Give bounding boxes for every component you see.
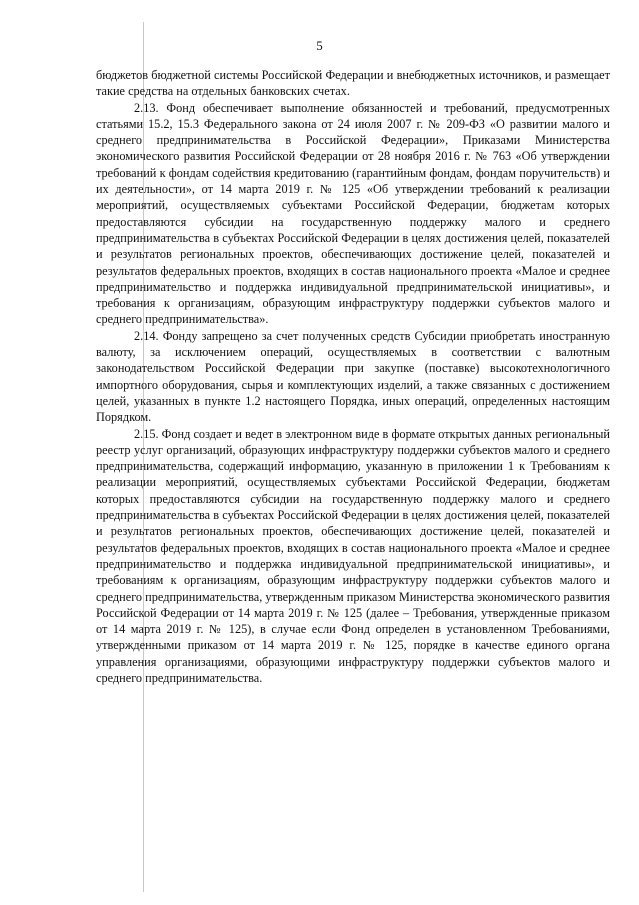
- page-number: 5: [316, 38, 323, 53]
- paragraph-2-13: 2.13. Фонд обеспечивает выполнение обязанностей и требований, предусмотренных статьями 15.2, 15.3 Федерального закона от 24 июля 2007 г. № 209-ФЗ «О развитии малого и среднего предпринимательства в Российской Федерации», Приказами Министерства экономического развития Российской Федерации от 28 ноября 2016 г. № 763 «Об утверждении требований к фондам содействия кредитованию (гарантийным фондам, фондам поручительств) и их деятельности», от 14 марта 2019 г. № 125 «Об утверждении требований к реализации мероприятий, осуществляемых субъектами Российской Федерации, бюджетам которых предоставляются субсидии на государственную поддержку малого и среднего предпринимательства в субъектах Российской Федерации в целях достижения целей, показателей и результатов региональных проектов, обеспечивающих достижение целей, показателей и результатов федеральных проектов, входящих в состав национального проекта «Малое и среднее предпринимательство и поддержка индивидуальной предпринимательской инициативы», и требования к организациям, образующим инфраструктуру поддержки субъектов малого и среднего предпринимательства».: [96, 100, 610, 327]
- paragraph-2-14: 2.14. Фонду запрещено за счет полученных средств Субсидии приобретать иностранную валюту, за исключением операций, осуществляемых в соответствии с валютным законодательством Российской Федерации при закупке (поставке) высокотехнологичного импортного оборудования, сырья и комплектующих изделий, а также связанных с достижением целей, указанных в пункте 1.2 настоящего Порядка, иных операций, определенных настоящим Порядком.: [96, 328, 610, 425]
- paragraph-2-15: 2.15. Фонд создает и ведет в электронном виде в формате открытых данных региональный реестр услуг организаций, образующих инфраструктуру поддержки субъектов малого и среднего предпринимательства, содержащий информацию, указанную в приложении 1 к Требованиям к реализации мероприятий, осуществляемых субъектами Российской Федерации, бюджетам которых предоставляются субсидии на государственную поддержку малого и среднего предпринимательства в субъектах Российской Федерации в целях достижения целей, показателей и результатов региональных проектов, обеспечивающих достижение целей, показателей и результатов федеральных проектов, входящих в состав национального проекта «Малое и среднее предпринимательство и поддержка индивидуальной предпринимательской инициативы», и требованиям к организациям, образующим инфраструктуру поддержки субъектов малого и среднего предпринимательства, утвержденным приказом Министерства экономического развития Российской Федерации от 14 марта 2019 г. № 125 (далее – Требования, утвержденные приказом от 14 марта 2019 г. № 125), в случае если Фонд определен в установленном Требованиями, утвержденными приказом от 14 марта 2019 г. № 125, порядке в качестве единого органа управления организациями, образующими инфраструктуру поддержки субъектов малого и среднего предпринимательства.: [96, 426, 610, 685]
- document-body: [96, 67, 610, 686]
- paragraph-continuation: бюджетов бюджетной системы Российской Федерации и внебюджетных источников, и размещает такие средства на отдельных банковских счетах.: [96, 68, 610, 99]
